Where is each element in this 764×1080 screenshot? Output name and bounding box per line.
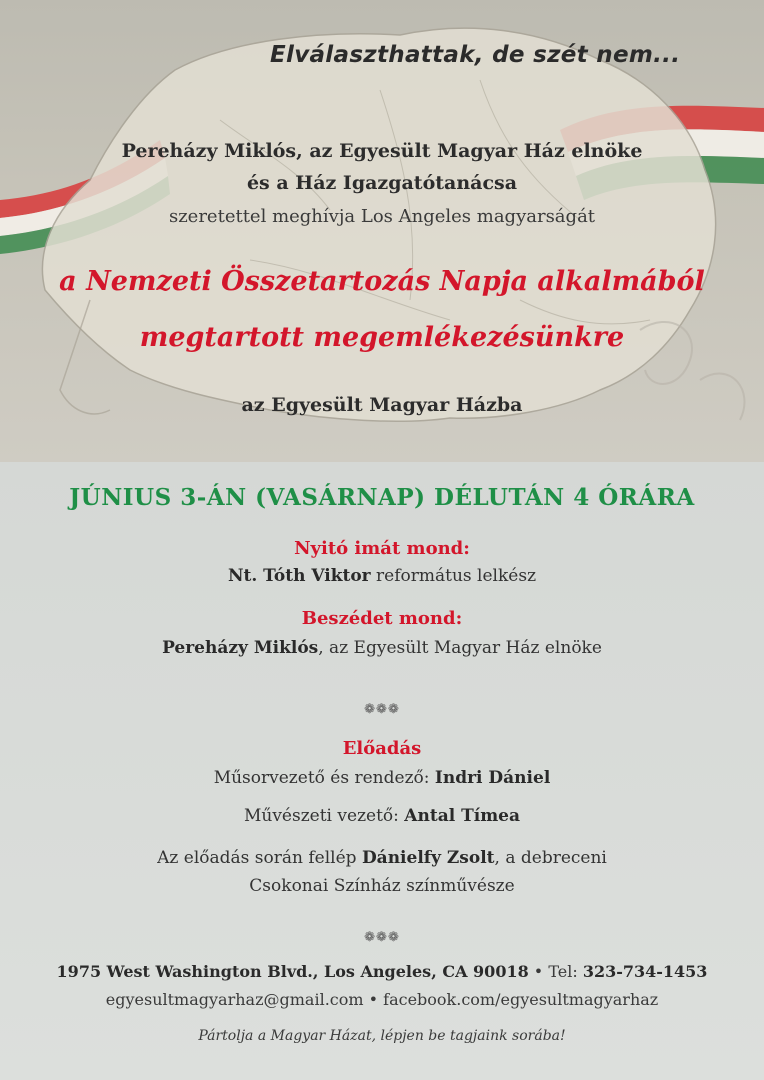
speech-line <box>0 638 764 658</box>
tel-label: Tel: <box>548 962 583 981</box>
event-date: JÚNIUS 3-ÁN (VASÁRNAP) DÉLUTÁN 4 ÓRÁRA <box>69 484 695 511</box>
prayer-role: református lelkész <box>370 566 537 586</box>
address-line <box>0 962 764 981</box>
invite-line: szeretettel meghívja Los Angeles magyarságát <box>168 206 596 227</box>
event-title-line-1: a Nemzeti Összetartozás Napja alkalmából <box>59 266 705 297</box>
program-area <box>0 462 764 1080</box>
performer-name: Dánielfy Zsolt <box>361 848 495 868</box>
prayer-line <box>0 566 764 586</box>
online-bullet: • <box>363 990 384 1009</box>
email-link[interactable]: egyesultmagyarhaz@gmail.com <box>105 990 364 1009</box>
host-credit-name: Indri Dániel <box>434 768 551 788</box>
speech-name: Pereházy Miklós <box>162 638 319 658</box>
host-credit-line <box>0 768 764 788</box>
online-contact-line <box>0 990 764 1009</box>
speech-role: , az Egyesült Magyar Ház elnöke <box>318 638 602 658</box>
performer-pre: Az előadás során fellép <box>157 848 362 868</box>
performer-line-2: Csokonai Színház színművésze <box>249 876 515 896</box>
event-title-line-2: megtartott megemlékezésünkre <box>139 322 625 353</box>
header-area <box>0 0 764 462</box>
ornament-divider-2: ❁❁❁ <box>364 930 400 945</box>
host-credit-label: Műsorvezető és rendező: <box>213 768 435 788</box>
address: 1975 West Washington Blvd., Los Angeles, CA 90018 <box>56 962 529 981</box>
speech-heading: Beszédet mond: <box>301 608 463 629</box>
artistic-credit-name: Antal Tímea <box>404 806 521 826</box>
performance-heading: Előadás <box>342 738 422 759</box>
artistic-credit-label: Művészeti vezető: <box>243 806 405 826</box>
performer-line-1 <box>0 848 764 868</box>
slogan: Pártolja a Magyar Házat, lépjen be tagjaink sorába! <box>198 1028 566 1044</box>
historic-hungary-map-illustration <box>0 0 764 462</box>
ornament-divider: ❁❁❁ <box>364 702 400 717</box>
venue-line: az Egyesült Magyar Házba <box>241 394 523 416</box>
host-line-1: Pereházy Miklós, az Egyesült Magyar Ház elnöke <box>121 140 643 162</box>
motto-text: Elválaszthattak, de szét nem... <box>270 42 681 68</box>
prayer-name: Nt. Tóth Viktor <box>227 566 371 586</box>
tel-number: 323-734-1453 <box>582 962 708 981</box>
artistic-credit-line <box>0 806 764 826</box>
host-line-2: és a Ház Igazgatótanácsa <box>246 172 518 194</box>
facebook-link[interactable]: facebook.com/egyesultmagyarhaz <box>383 990 659 1009</box>
prayer-heading: Nyitó imát mond: <box>294 538 470 559</box>
address-bullet: • <box>528 962 549 981</box>
performer-post: , a debreceni <box>494 848 607 868</box>
